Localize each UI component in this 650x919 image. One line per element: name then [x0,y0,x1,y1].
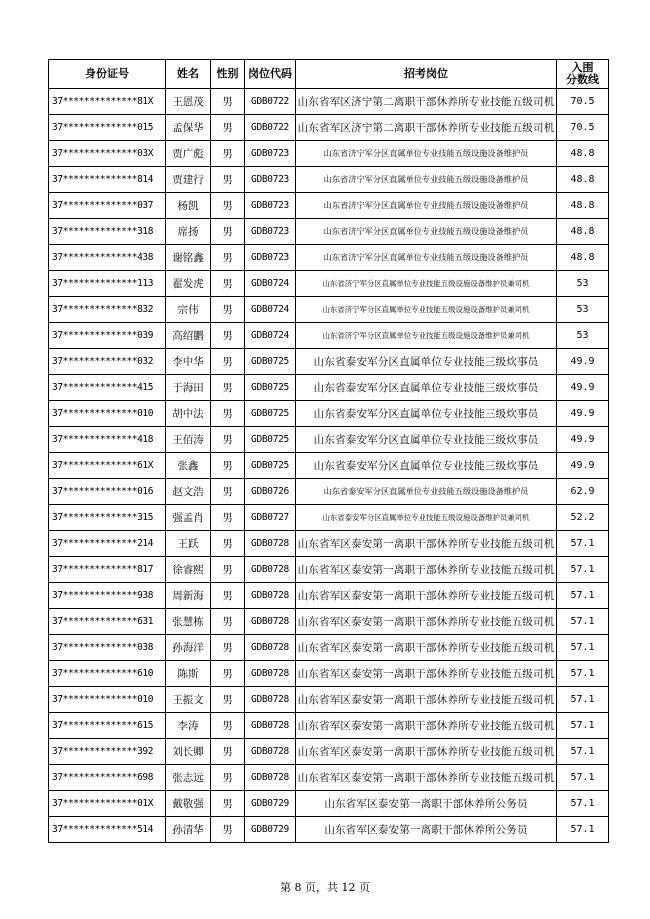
name-cell: 张鑫 [166,453,211,479]
gender-cell: 男 [211,791,245,817]
post-title-cell: 山东省军区泰安第一离职干部休养所公务员 [296,817,557,843]
id-number-cell: 37**************010 [49,401,166,427]
cutoff-score-cell: 57.1 [557,765,609,791]
gender-cell: 男 [211,635,245,661]
gender-cell: 男 [211,479,245,505]
id-number-cell: 37**************038 [49,635,166,661]
cutoff-score-cell: 57.1 [557,531,609,557]
name-cell: 刘长卿 [166,739,211,765]
name-cell: 张志远 [166,765,211,791]
id-number-cell: 37**************016 [49,479,166,505]
name-cell: 席扬 [166,219,211,245]
name-cell: 于海田 [166,375,211,401]
cutoff-score-cell: 57.1 [557,791,609,817]
table-row [49,791,609,817]
post-code-cell: GDB0724 [245,297,296,323]
table-row [49,557,609,583]
name-cell: 徐睿熙 [166,557,211,583]
table-body [49,89,609,843]
id-number-cell: 37**************015 [49,115,166,141]
id-number-cell: 37**************817 [49,557,166,583]
name-cell: 李中华 [166,349,211,375]
name-cell: 杨凯 [166,193,211,219]
table-row [49,739,609,765]
post-title-cell: 山东省军区泰安第一离职干部休养所专业技能五级司机 [296,583,557,609]
id-number-cell: 37**************392 [49,739,166,765]
post-title-cell: 山东省军区泰安第一离职干部休养所专业技能五级司机 [296,765,557,791]
cutoff-score-cell: 53 [557,297,609,323]
post-title-cell: 山东省军区泰安第一离职干部休养所专业技能五级司机 [296,739,557,765]
table-row [49,817,609,843]
gender-cell: 男 [211,557,245,583]
gender-cell: 男 [211,817,245,843]
name-cell: 戴敬强 [166,791,211,817]
gender-cell: 男 [211,583,245,609]
post-title-cell: 山东省泰安军分区直属单位专业技能五级设施设备维护员兼司机 [296,505,557,531]
table-row [49,167,609,193]
id-number-cell: 37**************938 [49,583,166,609]
cutoff-score-cell: 49.9 [557,375,609,401]
name-cell: 贾广彪 [166,141,211,167]
post-code-cell: GDB0723 [245,167,296,193]
post-title-cell: 山东省军区泰安第一离职干部休养所专业技能五级司机 [296,609,557,635]
header-gender: 性别 [211,60,245,89]
cutoff-score-cell: 49.9 [557,427,609,453]
id-number-cell: 37**************610 [49,661,166,687]
post-code-cell: GDB0724 [245,271,296,297]
table-row [49,141,609,167]
post-title-cell: 山东省济宁军分区直属单位专业技能五级设施设备维护员兼司机 [296,323,557,349]
cutoff-score-cell: 48.8 [557,193,609,219]
table-row [49,583,609,609]
cutoff-score-cell: 57.1 [557,713,609,739]
post-code-cell: GDB0728 [245,765,296,791]
name-cell: 强孟肖 [166,505,211,531]
table-row [49,453,609,479]
post-code-cell: GDB0726 [245,479,296,505]
cutoff-score-cell: 53 [557,323,609,349]
id-number-cell: 37**************832 [49,297,166,323]
name-cell: 王恩茂 [166,89,211,115]
post-code-cell: GDB0727 [245,505,296,531]
post-code-cell: GDB0728 [245,583,296,609]
post-code-cell: GDB0723 [245,141,296,167]
cutoff-score-cell: 57.1 [557,661,609,687]
cutoff-score-cell: 62.9 [557,479,609,505]
post-title-cell: 山东省军区泰安第一离职干部休养所专业技能五级司机 [296,531,557,557]
gender-cell: 男 [211,609,245,635]
cutoff-score-cell: 52.2 [557,505,609,531]
name-cell: 孙清华 [166,817,211,843]
gender-cell: 男 [211,115,245,141]
id-number-cell: 37**************039 [49,323,166,349]
name-cell: 陈斯 [166,661,211,687]
post-code-cell: GDB0725 [245,401,296,427]
id-number-cell: 37**************315 [49,505,166,531]
name-cell: 赵文浩 [166,479,211,505]
cutoff-score-cell: 48.8 [557,219,609,245]
name-cell: 高绍鹏 [166,323,211,349]
post-code-cell: GDB0725 [245,349,296,375]
post-title-cell: 山东省济宁军分区直属单位专业技能五级设施设备维护员 [296,219,557,245]
table-row [49,531,609,557]
table-row [49,193,609,219]
gender-cell: 男 [211,739,245,765]
table-row [49,245,609,271]
header-post-title: 招考岗位 [296,60,557,89]
gender-cell: 男 [211,713,245,739]
post-code-cell: GDB0728 [245,661,296,687]
name-cell: 宗伟 [166,297,211,323]
cutoff-score-cell: 57.1 [557,687,609,713]
id-number-cell: 37**************01X [49,791,166,817]
gender-cell: 男 [211,453,245,479]
cutoff-score-cell: 70.5 [557,89,609,115]
name-cell: 李涛 [166,713,211,739]
name-cell: 贾建行 [166,167,211,193]
table-header-row [49,60,609,89]
id-number-cell: 37**************037 [49,193,166,219]
gender-cell: 男 [211,427,245,453]
post-code-cell: GDB0728 [245,557,296,583]
post-code-cell: GDB0725 [245,427,296,453]
table-row [49,323,609,349]
post-title-cell: 山东省军区济宁第二离职干部休养所专业技能五级司机 [296,89,557,115]
id-number-cell: 37**************214 [49,531,166,557]
post-title-cell: 山东省泰安军分区直属单位专业技能三级炊事员 [296,349,557,375]
id-number-cell: 37**************81X [49,89,166,115]
post-title-cell: 山东省泰安军分区直属单位专业技能三级炊事员 [296,375,557,401]
table-row [49,349,609,375]
post-code-cell: GDB0724 [245,323,296,349]
table-row [49,427,609,453]
cutoff-score-cell: 49.9 [557,401,609,427]
header-cutoff-score: 入围 分数线 [557,60,609,89]
id-number-cell: 37**************318 [49,219,166,245]
gender-cell: 男 [211,765,245,791]
gender-cell: 男 [211,219,245,245]
post-title-cell: 山东省济宁军分区直属单位专业技能五级设施设备维护员 [296,141,557,167]
id-number-cell: 37**************514 [49,817,166,843]
post-title-cell: 山东省泰安军分区直属单位专业技能三级炊事员 [296,401,557,427]
name-cell: 孟保华 [166,115,211,141]
table-row [49,219,609,245]
id-number-cell: 37**************631 [49,609,166,635]
cutoff-score-cell: 48.8 [557,245,609,271]
post-title-cell: 山东省军区泰安第一离职干部休养所专业技能五级司机 [296,635,557,661]
gender-cell: 男 [211,401,245,427]
post-title-cell: 山东省军区济宁第二离职干部休养所专业技能五级司机 [296,115,557,141]
post-code-cell: GDB0722 [245,89,296,115]
table-row [49,271,609,297]
gender-cell: 男 [211,531,245,557]
header-post-code: 岗位代码 [245,60,296,89]
gender-cell: 男 [211,687,245,713]
post-code-cell: GDB0728 [245,739,296,765]
cutoff-score-cell: 48.8 [557,167,609,193]
post-title-cell: 山东省军区泰安第一离职干部休养所专业技能五级司机 [296,687,557,713]
post-code-cell: GDB0728 [245,609,296,635]
table-row [49,609,609,635]
name-cell: 王佰涛 [166,427,211,453]
post-title-cell: 山东省济宁军分区直属单位专业技能五级设施设备维护员 [296,245,557,271]
table-row [49,661,609,687]
results-table [48,59,609,843]
id-number-cell: 37**************61X [49,453,166,479]
gender-cell: 男 [211,141,245,167]
cutoff-score-cell: 49.9 [557,453,609,479]
post-title-cell: 山东省济宁军分区直属单位专业技能五级设施设备维护员兼司机 [296,297,557,323]
gender-cell: 男 [211,271,245,297]
cutoff-score-cell: 57.1 [557,739,609,765]
post-title-cell: 山东省济宁军分区直属单位专业技能五级设施设备维护员 [296,193,557,219]
name-cell: 王跃 [166,531,211,557]
table-row [49,89,609,115]
name-cell: 谢铭鑫 [166,245,211,271]
id-number-cell: 37**************438 [49,245,166,271]
cutoff-score-cell: 57.1 [557,817,609,843]
cutoff-score-cell: 70.5 [557,115,609,141]
gender-cell: 男 [211,297,245,323]
name-cell: 周新海 [166,583,211,609]
name-cell: 张慧栋 [166,609,211,635]
id-number-cell: 37**************415 [49,375,166,401]
name-cell: 翟发虎 [166,271,211,297]
table-row [49,375,609,401]
post-code-cell: GDB0722 [245,115,296,141]
gender-cell: 男 [211,89,245,115]
post-title-cell: 山东省泰安军分区直属单位专业技能三级炊事员 [296,453,557,479]
id-number-cell: 37**************418 [49,427,166,453]
gender-cell: 男 [211,375,245,401]
post-title-cell: 山东省泰安军分区直属单位专业技能三级炊事员 [296,427,557,453]
post-code-cell: GDB0725 [245,375,296,401]
header-id-number: 身份证号 [49,60,166,89]
table-row [49,401,609,427]
page-number: 第 8 页，共 12 页 [280,881,370,894]
cutoff-score-cell: 57.1 [557,557,609,583]
table-row [49,635,609,661]
id-number-cell: 37**************113 [49,271,166,297]
table-row [49,297,609,323]
post-title-cell: 山东省军区泰安第一离职干部休养所专业技能五级司机 [296,661,557,687]
table-row [49,505,609,531]
id-number-cell: 37**************615 [49,713,166,739]
id-number-cell: 37**************010 [49,687,166,713]
gender-cell: 男 [211,193,245,219]
gender-cell: 男 [211,505,245,531]
gender-cell: 男 [211,245,245,271]
post-code-cell: GDB0723 [245,193,296,219]
post-code-cell: GDB0723 [245,219,296,245]
table-row [49,713,609,739]
id-number-cell: 37**************814 [49,167,166,193]
header-name: 姓名 [166,60,211,89]
cutoff-score-cell: 57.1 [557,635,609,661]
id-number-cell: 37**************698 [49,765,166,791]
name-cell: 王振文 [166,687,211,713]
gender-cell: 男 [211,167,245,193]
id-number-cell: 37**************03X [49,141,166,167]
cutoff-score-cell: 57.1 [557,609,609,635]
post-title-cell: 山东省军区泰安第一离职干部休养所公务员 [296,791,557,817]
name-cell: 胡中法 [166,401,211,427]
table-row [49,115,609,141]
table-row [49,765,609,791]
table-row [49,687,609,713]
cutoff-score-cell: 57.1 [557,583,609,609]
cutoff-score-cell: 48.8 [557,141,609,167]
post-title-cell: 山东省军区泰安第一离职干部休养所专业技能五级司机 [296,713,557,739]
post-code-cell: GDB0729 [245,791,296,817]
post-title-cell: 山东省济宁军分区直属单位专业技能五级设施设备维护员 [296,167,557,193]
gender-cell: 男 [211,661,245,687]
post-code-cell: GDB0728 [245,687,296,713]
id-number-cell: 37**************032 [49,349,166,375]
table-row [49,479,609,505]
post-title-cell: 山东省军区泰安第一离职干部休养所专业技能五级司机 [296,557,557,583]
post-title-cell: 山东省济宁军分区直属单位专业技能五级设施设备维护员兼司机 [296,271,557,297]
post-code-cell: GDB0728 [245,713,296,739]
cutoff-score-cell: 49.9 [557,349,609,375]
post-code-cell: GDB0728 [245,531,296,557]
gender-cell: 男 [211,349,245,375]
post-code-cell: GDB0725 [245,453,296,479]
post-code-cell: GDB0728 [245,635,296,661]
post-title-cell: 山东省泰安军分区直属单位专业技能五级设施设备维护员 [296,479,557,505]
name-cell: 孙海洋 [166,635,211,661]
gender-cell: 男 [211,323,245,349]
post-code-cell: GDB0729 [245,817,296,843]
post-code-cell: GDB0723 [245,245,296,271]
cutoff-score-cell: 53 [557,271,609,297]
